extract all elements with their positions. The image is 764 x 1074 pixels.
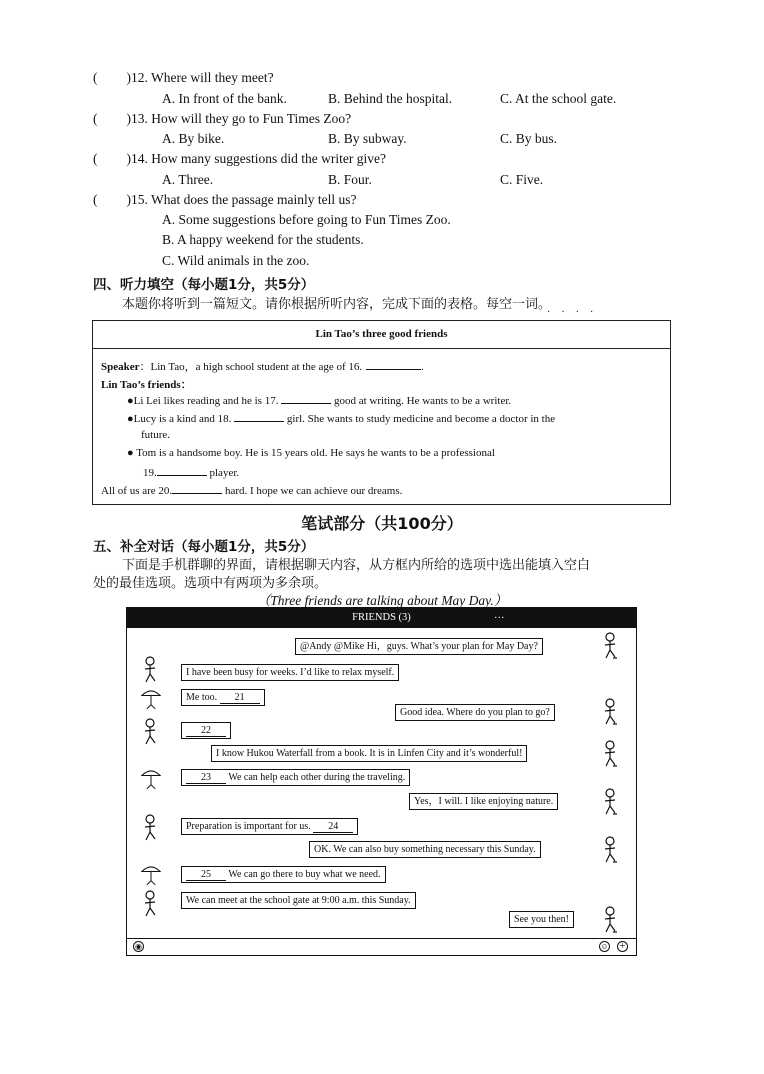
person-icon — [141, 890, 161, 918]
message-bubble: See you then! — [509, 911, 574, 928]
section-heading: 四、听力填空（每小题1分，共5分） — [93, 277, 315, 293]
row-text: 19. — [143, 467, 157, 479]
row-text: All of us are 20. — [101, 485, 173, 497]
option: C. Five. — [500, 172, 544, 187]
person-icon — [141, 814, 161, 842]
section-instruction: 处的最佳选项。选项中有两项为多余项。 — [93, 576, 328, 591]
message-text: Me too. — [186, 692, 218, 703]
answer-blank-25[interactable]: 25 — [186, 869, 226, 881]
option: B. Behind the hospital. — [328, 91, 453, 106]
option: C. Wild animals in the zoo. — [162, 253, 310, 268]
answer-blank[interactable] — [366, 359, 421, 370]
answer-blank[interactable] — [234, 411, 284, 422]
question-14 — [93, 151, 386, 167]
chat-caption: （Three friends are talking about May Day.） — [256, 593, 508, 608]
speaker-label: Speaker — [101, 361, 140, 373]
message-bubble: @Andy @Mike Hi，guys. What’s your plan for May Day? — [295, 638, 543, 655]
friends-label: Lin Tao’s friends： — [101, 379, 192, 391]
message-bubble — [181, 866, 386, 883]
listening-table — [92, 320, 671, 505]
chat-header — [127, 608, 636, 628]
message-bubble: Good idea. Where do you plan to go? — [395, 704, 555, 721]
table-row — [127, 393, 511, 407]
row-text: ● Tom is a handsome boy. He is 15 years old. He says he wants to be a professional — [127, 447, 495, 459]
question-13 — [93, 111, 351, 127]
row-text: hard. I hope we can achieve our dreams. — [224, 485, 403, 497]
question-stem: 13. How will they go to Fun Times Zoo? — [131, 111, 352, 126]
umbrella-person-icon — [141, 764, 161, 792]
option: A. By bike. — [162, 131, 225, 146]
answer-blank-23[interactable]: 23 — [186, 772, 226, 784]
answer-blank-22[interactable]: 22 — [186, 725, 226, 737]
person-icon — [601, 740, 621, 768]
option: C. At the school gate. — [500, 91, 617, 106]
message-bubble: I know Hukou Waterfall from a book. It is in Linfen City and it’s wonderful! — [211, 745, 527, 762]
chat-input-bar[interactable] — [127, 938, 636, 955]
option: A. Some suggestions before going to Fun Times Zoo. — [162, 212, 451, 227]
answer-paren[interactable]: ( — [93, 70, 98, 85]
speaker-line: Speaker：Lin Tao，a high school student at the age of 16. . — [101, 361, 424, 373]
answer-blank[interactable] — [172, 483, 222, 494]
row-text: future. — [141, 429, 171, 441]
answer-paren-close: ) — [126, 192, 131, 207]
row-text: girl. She wants to study medicine and become a doctor in the — [286, 413, 556, 425]
message-bubble: I have been busy for weeks. I’d like to relax myself. — [181, 664, 399, 681]
emphasis-dots: ···· — [547, 307, 605, 318]
person-icon — [141, 718, 161, 746]
person-icon — [601, 906, 621, 934]
message-bubble: OK. We can also buy something necessary this Sunday. — [309, 841, 541, 858]
table-row — [143, 465, 239, 479]
question-stem: 15. What does the passage mainly tell us? — [131, 192, 357, 207]
answer-blank[interactable] — [281, 393, 331, 404]
option: C. By bus. — [500, 131, 558, 146]
row-text: good at writing. He wants to be a writer. — [333, 395, 512, 407]
answer-blank-21[interactable]: 21 — [220, 692, 260, 704]
option: B. Four. — [328, 172, 372, 187]
table-title: Lin Tao’s three good friends — [93, 321, 670, 349]
section-heading: 五、补全对话（每小题1分，共5分） — [93, 539, 315, 555]
option: A. In front of the bank. — [162, 91, 287, 106]
table-row — [127, 411, 555, 425]
message-text: We can help each other during the traveling. — [228, 772, 406, 783]
person-icon — [601, 836, 621, 864]
table-row — [101, 483, 402, 497]
answer-paren[interactable]: ( — [93, 111, 98, 126]
option: B. A happy weekend for the students. — [162, 232, 364, 247]
message-bubble — [181, 722, 231, 739]
umbrella-person-icon — [141, 860, 161, 888]
answer-paren-close: ) — [126, 151, 131, 166]
option: A. Three. — [162, 172, 214, 187]
emoji-icon[interactable]: ☺ — [600, 942, 609, 951]
person-icon — [601, 698, 621, 726]
row-text: ●Li Lei likes reading and he is 17. — [127, 395, 279, 407]
person-icon — [601, 788, 621, 816]
answer-blank[interactable] — [157, 465, 207, 476]
written-part-title: 笔试部分（共100分） — [301, 514, 463, 533]
question-15 — [93, 192, 356, 208]
answer-paren[interactable]: ( — [93, 192, 98, 207]
voice-icon[interactable]: ◉ — [133, 941, 144, 952]
answer-paren[interactable]: ( — [93, 151, 98, 166]
message-bubble — [181, 818, 358, 835]
plus-icon[interactable]: + — [617, 941, 628, 952]
message-bubble: Yes，I will. I like enjoying nature. — [409, 793, 558, 810]
message-bubble: We can meet at the school gate at 9:00 a.m. this Sunday. — [181, 892, 416, 909]
question-12 — [93, 70, 274, 86]
speaker-text: ：Lin Tao，a high school student at the age of 16. — [139, 361, 363, 373]
umbrella-person-icon — [141, 684, 161, 712]
answer-paren-close: ) — [126, 70, 131, 85]
message-text: Preparation is important for us. — [186, 821, 311, 832]
message-bubble — [181, 689, 265, 706]
section-instruction: 下面是手机群聊的界面，请根据聊天内容，从方框内所给的选项中选出能填入空白 — [122, 558, 591, 573]
chat-title: FRIENDS (3) — [352, 612, 411, 623]
question-stem: 14. How many suggestions did the writer give? — [131, 151, 386, 166]
option: B. By subway. — [328, 131, 407, 146]
person-icon — [141, 656, 161, 684]
chat-window — [126, 607, 637, 956]
section-instruction: 本题你将听到一篇短文。请你根据所听内容，完成下面的表格。每空一词。 — [122, 297, 552, 312]
menu-icon[interactable]: … — [494, 610, 505, 621]
row-text: ●Lucy is a kind and 18. — [127, 413, 232, 425]
row-text: player. — [209, 467, 240, 479]
question-stem: 12. Where will they meet? — [131, 70, 274, 85]
person-icon — [601, 632, 621, 660]
message-text: We can go there to buy what we need. — [228, 869, 381, 880]
answer-blank-24[interactable]: 24 — [313, 821, 353, 833]
answer-paren-close: ) — [126, 111, 131, 126]
message-bubble — [181, 769, 410, 786]
